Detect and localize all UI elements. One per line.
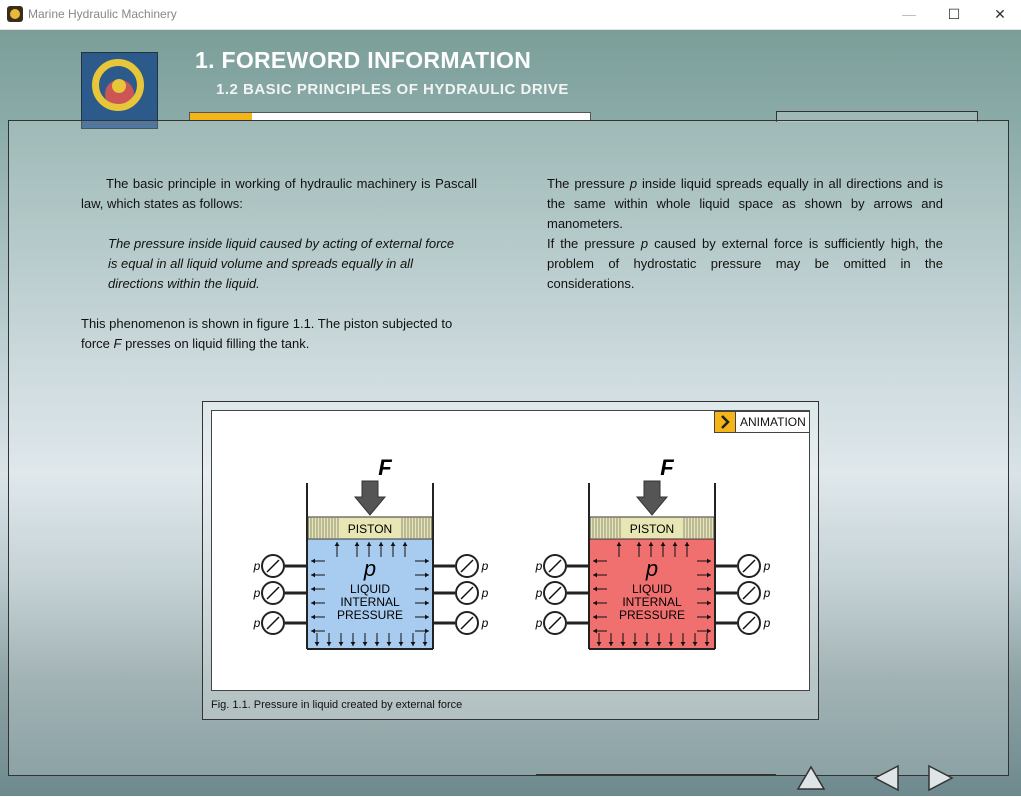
pressure-diagram — [212, 411, 809, 690]
bottom-divider — [536, 774, 776, 797]
figure-frame — [202, 401, 819, 720]
pressure-spread-paragraph: The pressure p inside liquid spreads equally in all directions and is the same within whole liquid space as shown by arrows and manometers. — [547, 176, 943, 231]
right-gauge-label: p — [535, 559, 543, 573]
right-pressure-symbol: p — [645, 556, 659, 581]
right-force-label: F — [660, 455, 674, 480]
figure-caption: Fig. 1.1. Pressure in liquid created by external force — [211, 699, 463, 711]
right-gauge-label: p — [763, 586, 771, 600]
figure-reference-paragraph: This phenomenon is shown in figure 1.1. The piston subjected to force F presses on liquid filling the tank. — [81, 316, 453, 351]
page-subtitle: 1.2 BASIC PRINCIPLES OF HYDRAULIC DRIVE — [216, 81, 569, 98]
triangle-left-icon — [871, 764, 901, 792]
left-piston-label: PISTON — [347, 522, 393, 536]
left-gauge-label: p — [481, 616, 489, 630]
intro-paragraph: The basic principle in working of hydraulic machinery is Pascall law, which states as follows: — [81, 176, 477, 211]
right-gauge-label: p — [535, 616, 543, 630]
right-force-arrow — [637, 481, 667, 515]
logo — [81, 52, 158, 129]
right-pressure-label: PRESSURE — [618, 608, 686, 622]
left-gauge-label: p — [253, 559, 261, 573]
hydrostatic-paragraph: If the pressure p caused by external force is sufficiently high, the problem of hydrostatic pressure may be omitted in the considerations. — [547, 236, 943, 291]
right-gauge-label: p — [763, 616, 771, 630]
app-icon — [7, 6, 23, 22]
left-gauge-label: p — [253, 586, 261, 600]
left-force-label: F — [378, 455, 392, 480]
left-force-arrow — [355, 481, 385, 515]
right-gauge-label: p — [763, 559, 771, 573]
left-liquid-label: LIQUID — [349, 582, 391, 596]
left-pressure-symbol: p — [363, 556, 377, 581]
window-title: Marine Hydraulic Machinery — [28, 7, 177, 21]
left-gauge-label: p — [253, 616, 261, 630]
pascal-law-quote: The pressure inside liquid caused by acting of external force is equal in all liquid volume and spreads equally in all directions within the liquid. — [108, 236, 455, 291]
left-gauge-label: p — [481, 559, 489, 573]
right-piston-label: PISTON — [629, 522, 675, 536]
minimize-button[interactable]: — — [902, 6, 916, 22]
animation-label: ANIMATION — [740, 415, 806, 429]
close-button[interactable]: ✕ — [994, 6, 1006, 22]
up-button[interactable] — [796, 764, 826, 792]
left-pressure-label: PRESSURE — [336, 608, 404, 622]
page-title: 1. FOREWORD INFORMATION — [195, 47, 532, 73]
right-internal-label: INTERNAL — [622, 595, 682, 609]
maximize-button[interactable]: ☐ — [947, 6, 961, 22]
next-button[interactable] — [926, 764, 956, 792]
progress-fill — [190, 113, 252, 120]
triangle-up-icon — [796, 764, 826, 792]
window-title-bar — [0, 0, 1021, 30]
figure-canvas — [211, 410, 810, 691]
left-gauge-label: p — [481, 586, 489, 600]
left-internal-label: INTERNAL — [340, 595, 400, 609]
right-gauge-label: p — [535, 586, 543, 600]
right-liquid-label: LIQUID — [631, 582, 673, 596]
previous-button[interactable] — [871, 764, 901, 792]
triangle-right-icon — [926, 764, 956, 792]
